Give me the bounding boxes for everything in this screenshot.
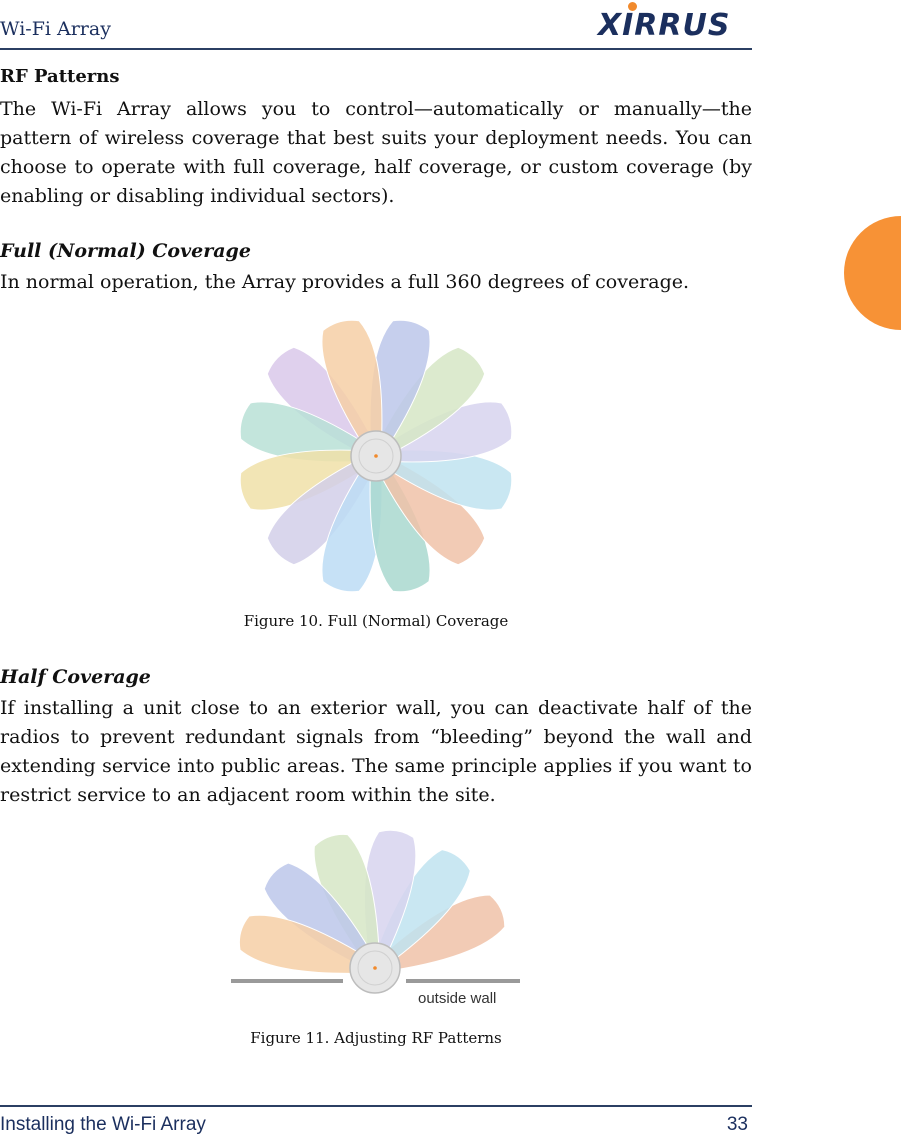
logo-text: XIRRUS	[598, 8, 731, 43]
subheading-half-coverage: Half Coverage	[0, 666, 151, 688]
wifi-array-unit-icon	[351, 431, 401, 481]
header-rule	[0, 48, 752, 50]
outside-wall-label: outside wall	[418, 990, 497, 1007]
full-coverage-diagram	[228, 312, 524, 602]
running-header-title: Wi-Fi Array	[0, 18, 111, 40]
paragraph-rf-patterns: The Wi-Fi Array allows you to control—automatically or manually—the pattern of wireless coverage that best suits your deployment needs. You can choose to operate with full coverage, half coverage, or custom coverage (by enabling or disabling individual sectors).	[0, 98, 752, 207]
paragraph-half-coverage: If installing a unit close to an exterior wall, you can deactivate half of the radios to prevent redundant signals from “bleeding” beyond the wall and extending service into public areas. The same principle applies if you want to restrict service to an adjacent room within the site.	[0, 697, 752, 806]
subheading-full-coverage: Full (Normal) Coverage	[0, 240, 251, 262]
wifi-array-unit-icon	[350, 943, 400, 993]
page-number: 33	[726, 1114, 748, 1135]
wall-segment-left	[231, 979, 343, 983]
xirrus-logo	[598, 2, 748, 42]
paragraph-full-coverage: In normal operation, the Array provides a full 360 degrees of coverage.	[0, 271, 690, 293]
chapter-tab-marker	[844, 216, 901, 330]
footer-rule	[0, 1105, 752, 1107]
footer-chapter-title: Installing the Wi-Fi Array	[0, 1114, 206, 1135]
half-coverage-diagram	[228, 826, 528, 1012]
figure-11-caption: Figure 11. Adjusting RF Patterns	[250, 1029, 502, 1047]
section-heading-rf-patterns: RF Patterns	[0, 66, 120, 87]
figure-10-caption: Figure 10. Full (Normal) Coverage	[243, 612, 509, 630]
wall-segment-right	[406, 979, 520, 983]
